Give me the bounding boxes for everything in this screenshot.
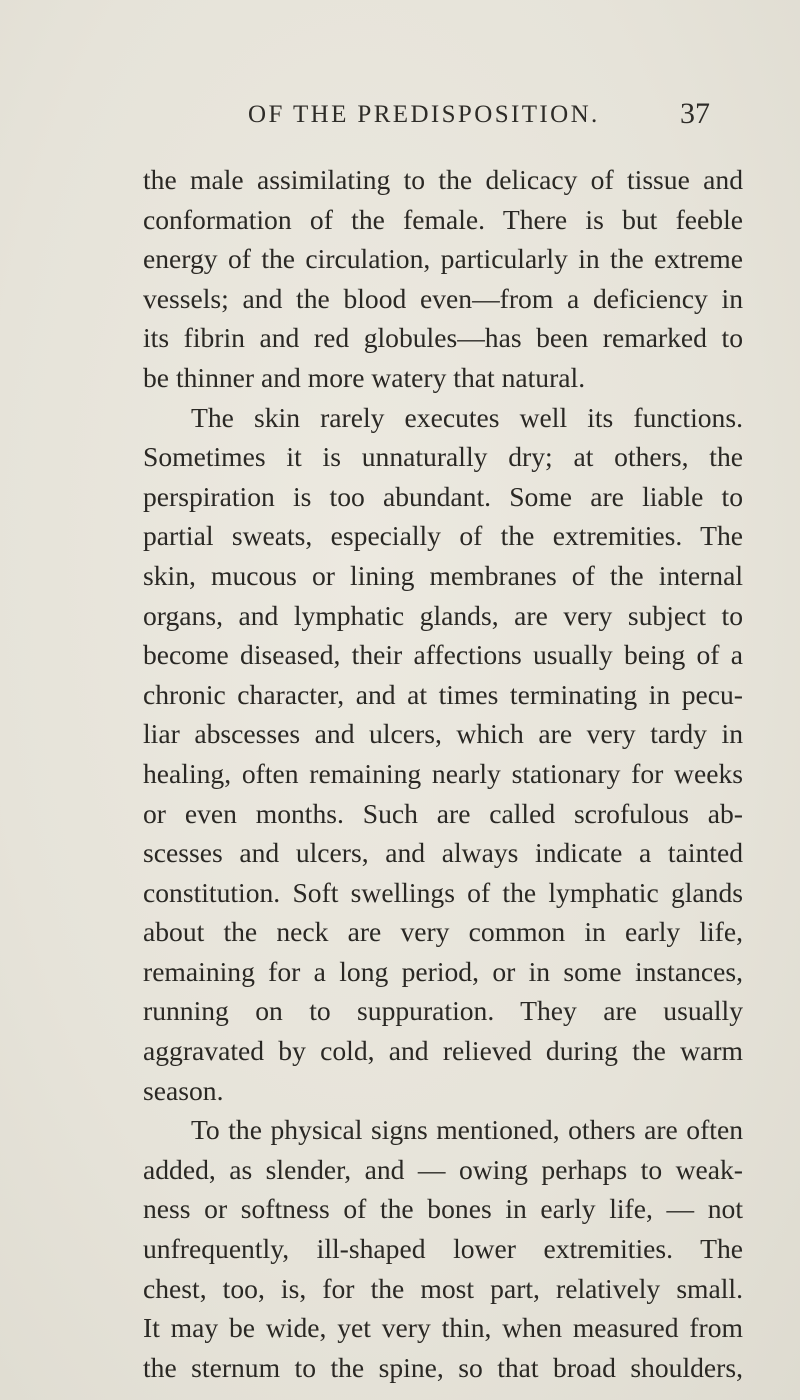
- text-line: vessels; and the blood even—from a deficiency in: [143, 282, 743, 314]
- text-line: chest, too, is, for the most part, relatively small.: [143, 1272, 743, 1304]
- text-line: partial sweats, especially of the extremities. The: [143, 520, 743, 552]
- text-line: scesses and ulcers, and always indicate a tainted: [143, 837, 743, 869]
- text-line: Sometimes it is unnaturally dry; at others, the: [143, 441, 743, 473]
- paragraph-start-line: To the physical signs mentioned, others are often: [191, 1114, 743, 1146]
- text-line: the sternum to the spine, so that broad shoulders,: [143, 1351, 743, 1383]
- text-line: about the neck are very common in early life,: [143, 916, 743, 948]
- text-line: ness or softness of the bones in early life, — not: [143, 1193, 743, 1225]
- text-line: or even months. Such are called scrofulous ab-: [143, 797, 743, 829]
- text-line: energy of the circulation, particularly in the extreme: [143, 243, 743, 275]
- text-line: the male assimilating to the delicacy of tissue and: [143, 164, 743, 195]
- text-line: aggravated by cold, and relieved during the warm: [143, 1035, 743, 1067]
- text-line: It may be wide, yet very thin, when measured from: [143, 1312, 743, 1344]
- text-line: constitution. Soft swellings of the lymphatic glands: [143, 876, 743, 908]
- text-line: conformation of the female. There is but feeble: [143, 203, 743, 235]
- text-line: organs, and lymphatic glands, are very subject to: [143, 599, 743, 631]
- text-line: remaining for a long period, or in some instances,: [143, 955, 743, 987]
- page-number: 37: [680, 97, 710, 130]
- text-line: its fibrin and red globules—has been remarked to: [143, 322, 743, 354]
- text-line: become diseased, their affections usually being of a: [143, 639, 743, 671]
- text-line: liar abscesses and ulcers, which are very tardy in: [143, 718, 743, 750]
- text-line: healing, often remaining nearly stationary for weeks: [143, 757, 743, 789]
- text-line: chronic character, and at times terminating in pecu-: [143, 678, 743, 710]
- text-line: unfrequently, ill-shaped lower extremities. The: [143, 1233, 743, 1265]
- paragraph-start-line: The skin rarely executes well its functions.: [191, 401, 743, 433]
- text-line: skin, mucous or lining membranes of the internal: [143, 559, 743, 591]
- text-line: season.: [143, 1074, 224, 1106]
- text-line: added, as slender, and — owing perhaps to weak-: [143, 1153, 743, 1185]
- text-line: running on to suppuration. They are usually: [143, 995, 743, 1027]
- text-line: be thinner and more watery that natural.: [143, 361, 586, 393]
- text-line: perspiration is too abundant. Some are liable to: [143, 480, 743, 512]
- running-head: OF THE PREDISPOSITION.: [248, 101, 600, 128]
- body-text: [143, 160, 743, 1387]
